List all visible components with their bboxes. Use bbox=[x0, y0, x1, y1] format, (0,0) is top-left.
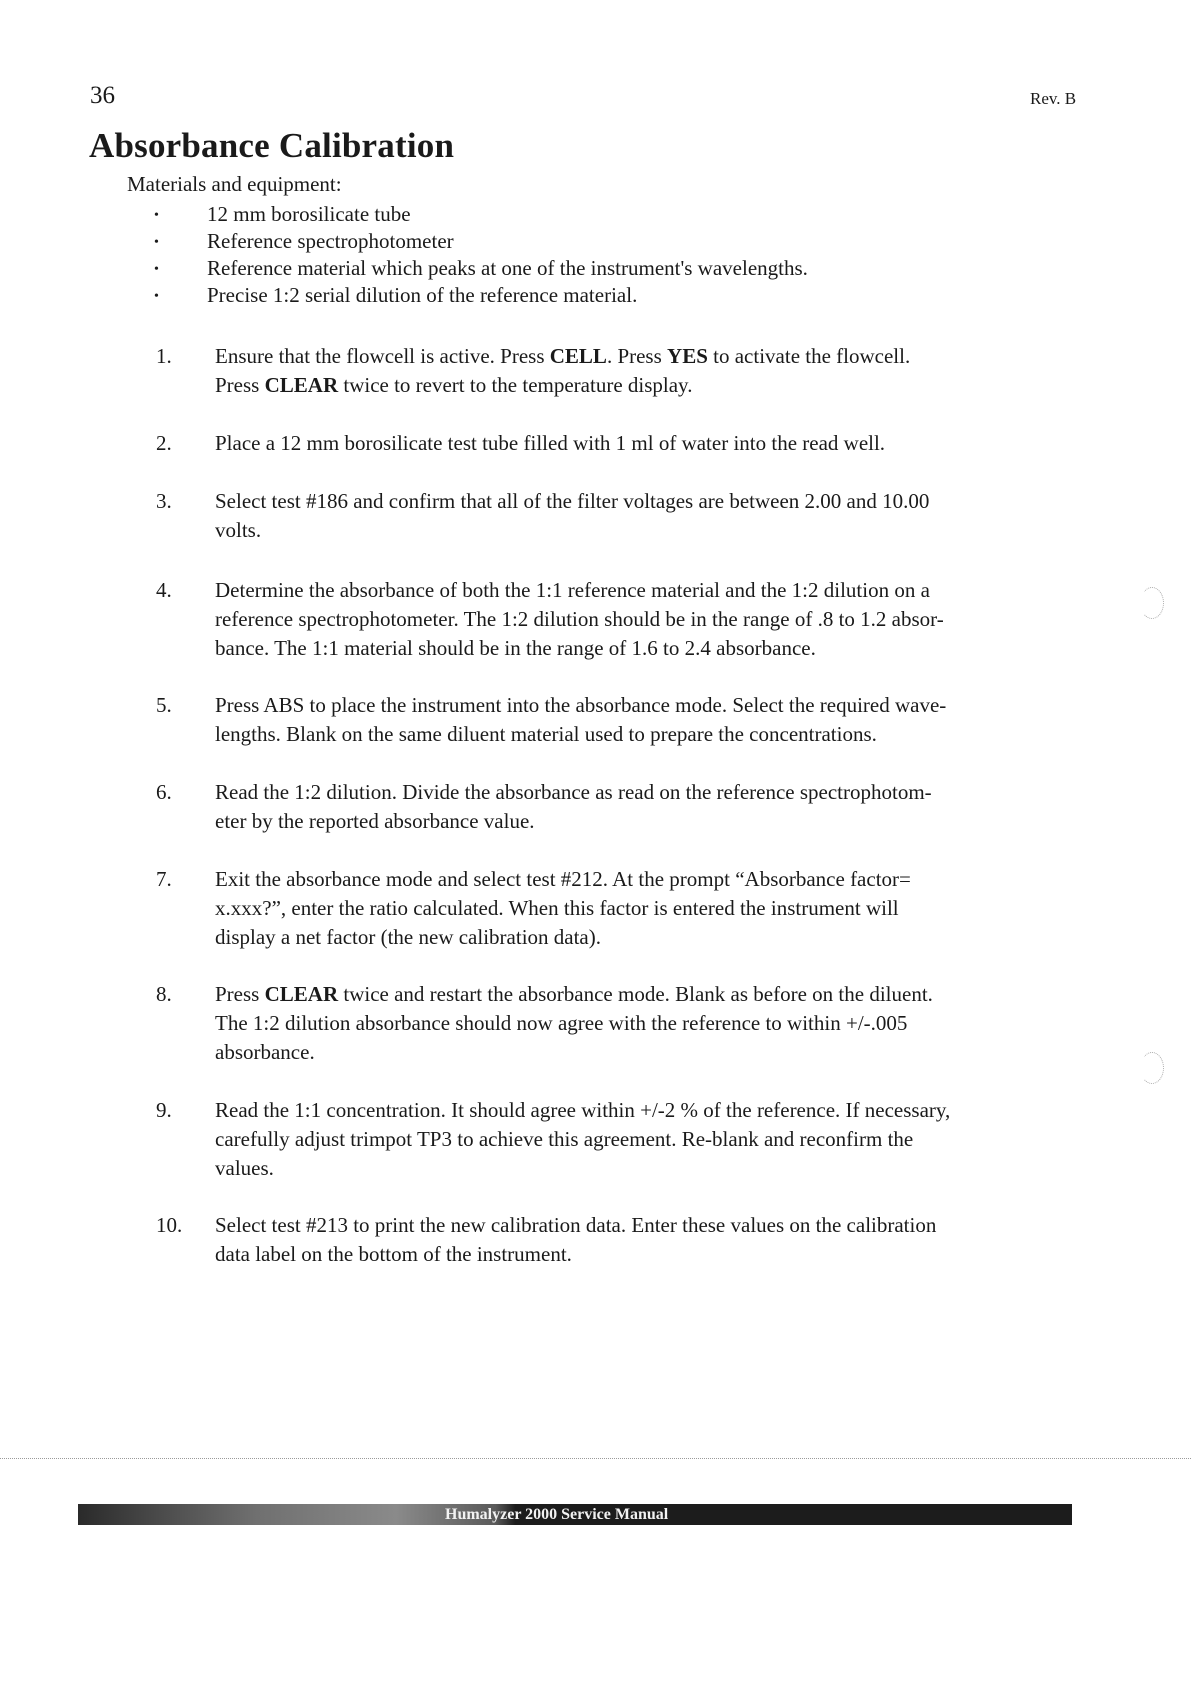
bullet-mark: • bbox=[154, 208, 159, 223]
step-text-segment: twice to revert to the temperature display. bbox=[338, 373, 693, 397]
step-text-segment: twice and restart the absorbance mode. Blank as before on the diluent. bbox=[338, 982, 933, 1006]
key-name: CLEAR bbox=[264, 373, 339, 397]
materials-item bbox=[154, 255, 808, 282]
page-number: 36 bbox=[90, 82, 115, 109]
step-number: 8. bbox=[156, 982, 172, 1006]
step-text-line bbox=[215, 807, 1075, 836]
step-text bbox=[215, 865, 1075, 952]
step-number: 6. bbox=[156, 780, 172, 804]
step-text-line bbox=[215, 576, 1075, 605]
step-text-line bbox=[215, 720, 1075, 749]
step-text bbox=[215, 342, 1075, 400]
step-text-line bbox=[215, 1009, 1075, 1038]
step-text-line bbox=[215, 605, 1075, 634]
materials-item bbox=[154, 201, 808, 228]
step-text-line bbox=[215, 865, 1075, 894]
step-text-segment: Ensure that the flowcell is active. Press bbox=[215, 344, 550, 368]
revision-label: Rev. B bbox=[1030, 89, 1077, 108]
binder-hole-mark bbox=[1140, 587, 1164, 619]
step-number: 5. bbox=[156, 693, 172, 717]
step-text bbox=[215, 576, 1075, 663]
step-text-segment: absorbance. bbox=[215, 1040, 315, 1064]
step-text-line bbox=[215, 487, 1075, 516]
bullet-mark: • bbox=[154, 235, 159, 250]
step-text-line bbox=[215, 634, 1075, 663]
materials-heading: Materials and equipment: bbox=[127, 172, 342, 196]
step-text-segment: . Press bbox=[606, 344, 668, 368]
step-text-line bbox=[215, 342, 1075, 371]
step-text bbox=[215, 778, 1075, 836]
step-text-line bbox=[215, 923, 1075, 952]
step-text-segment: Determine the absorbance of both the 1:1 reference material and the 1:2 dilution on a bbox=[215, 578, 930, 602]
step-text-segment: Press ABS to place the instrument into the absorbance mode. Select the required wave- bbox=[215, 693, 947, 717]
step-text-segment: carefully adjust trimpot TP3 to achieve this agreement. Re-blank and reconfirm the bbox=[215, 1127, 914, 1151]
step-text-segment: Read the 1:1 concentration. It should agree within +/-2 % of the reference. If necessary, bbox=[215, 1098, 951, 1122]
step-text-line bbox=[215, 516, 1075, 545]
step-text-line bbox=[215, 1211, 1075, 1240]
key-name: CLEAR bbox=[264, 982, 339, 1006]
step-text-segment: Press bbox=[215, 982, 265, 1006]
step-text-segment: Exit the absorbance mode and select test #212. At the prompt “Absorbance factor= bbox=[215, 867, 911, 891]
step-text-line bbox=[215, 1240, 1075, 1269]
step-text bbox=[215, 429, 1075, 458]
step-text-line bbox=[215, 1154, 1075, 1183]
step-text-segment: The 1:2 dilution absorbance should now agree with the reference to within +/-.005 bbox=[215, 1011, 908, 1035]
page-title: Absorbance Calibration bbox=[89, 126, 455, 165]
bullet-mark: • bbox=[154, 262, 159, 277]
step-number: 1. bbox=[156, 344, 172, 368]
step-number: 4. bbox=[156, 578, 172, 602]
step-text-segment: reference spectrophotometer. The 1:2 dilution should be in the range of .8 to 1.2 absor- bbox=[215, 607, 944, 631]
step-text-segment: Read the 1:2 dilution. Divide the absorbance as read on the reference spectrophotom- bbox=[215, 780, 932, 804]
step-text-segment: Press bbox=[215, 373, 265, 397]
binder-hole-mark bbox=[1140, 1052, 1164, 1084]
step-text-line bbox=[215, 980, 1075, 1009]
materials-item-text: Precise 1:2 serial dilution of the reference material. bbox=[207, 283, 638, 307]
step-text-line bbox=[215, 1125, 1075, 1154]
step-number: 10. bbox=[156, 1213, 183, 1237]
step-text-line bbox=[215, 371, 1075, 400]
step-text-segment: to activate the flowcell. bbox=[707, 344, 911, 368]
step-text-line bbox=[215, 691, 1075, 720]
materials-item bbox=[154, 228, 808, 255]
step-text-segment: volts. bbox=[215, 518, 262, 542]
footer-manual-title: Humalyzer 2000 Service Manual bbox=[445, 1506, 669, 1523]
step-text-segment: bance. The 1:1 material should be in the range of 1.6 to 2.4 absorbance. bbox=[215, 636, 816, 660]
step-text-segment: eter by the reported absorbance value. bbox=[215, 809, 535, 833]
step-number: 3. bbox=[156, 489, 172, 513]
materials-list bbox=[154, 201, 808, 309]
step-text-segment: Select test #213 to print the new calibration data. Enter these values on the calibration bbox=[215, 1213, 937, 1237]
materials-item-text: Reference material which peaks at one of the instrument's wavelengths. bbox=[207, 256, 808, 280]
materials-item-text: 12 mm borosilicate tube bbox=[207, 202, 411, 226]
step-text-line bbox=[215, 1096, 1075, 1125]
step-text-segment: values. bbox=[215, 1156, 274, 1180]
footer-rule bbox=[0, 1458, 1191, 1459]
step-text-line bbox=[215, 778, 1075, 807]
step-text bbox=[215, 1211, 1075, 1269]
bullet-mark: • bbox=[154, 289, 159, 304]
step-text-line bbox=[215, 894, 1075, 923]
step-text bbox=[215, 980, 1075, 1067]
step-text bbox=[215, 1096, 1075, 1183]
key-name: YES bbox=[667, 344, 708, 368]
step-text-segment: x.xxx?”, enter the ratio calculated. When this factor is entered the instrument will bbox=[215, 896, 899, 920]
step-text-segment: Place a 12 mm borosilicate test tube filled with 1 ml of water into the read well. bbox=[215, 431, 886, 455]
step-number: 7. bbox=[156, 867, 172, 891]
step-text bbox=[215, 691, 1075, 749]
materials-item bbox=[154, 282, 808, 309]
key-name: CELL bbox=[549, 344, 607, 368]
step-text bbox=[215, 487, 1075, 545]
step-text-segment: Select test #186 and confirm that all of the filter voltages are between 2.00 and 10.00 bbox=[215, 489, 930, 513]
step-text-segment: display a net factor (the new calibration data). bbox=[215, 925, 601, 949]
step-text-segment: lengths. Blank on the same diluent material used to prepare the concentrations. bbox=[215, 722, 877, 746]
step-number: 9. bbox=[156, 1098, 172, 1122]
step-text-line bbox=[215, 1038, 1075, 1067]
step-number: 2. bbox=[156, 431, 172, 455]
step-text-segment: data label on the bottom of the instrument. bbox=[215, 1242, 572, 1266]
materials-item-text: Reference spectrophotometer bbox=[207, 229, 454, 253]
step-text-line bbox=[215, 429, 1075, 458]
